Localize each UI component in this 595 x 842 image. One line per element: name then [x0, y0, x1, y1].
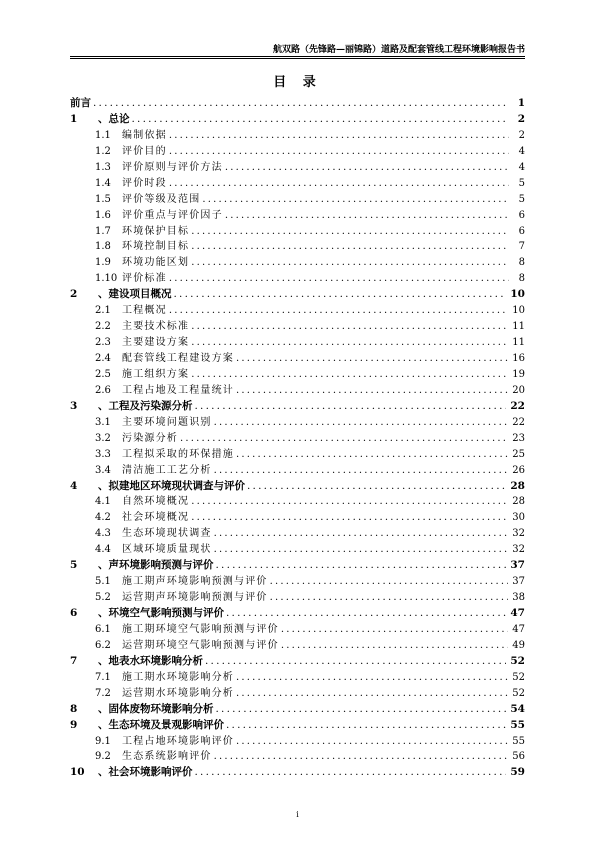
toc-subsection-entry[interactable]	[70, 144, 525, 160]
toc-subsection-entry[interactable]	[70, 734, 525, 750]
toc-entry-label: 、社会环境影响评价	[98, 766, 193, 779]
toc-dot-leader	[202, 192, 509, 208]
toc-dot-leader	[169, 176, 509, 192]
toc-dot-leader	[225, 208, 509, 224]
toc-entry-label: 主要建设方案	[122, 337, 190, 349]
toc-entry-label: 、声环境影响预测与评价	[98, 559, 214, 572]
toc-entry-page: 59	[510, 766, 525, 779]
document-header: 航双路（先锋路—丽锦路）道路及配套管线工程环境影响报告书	[272, 45, 525, 55]
toc-entry-number: 8	[70, 702, 78, 715]
toc-entry-number: 10	[70, 766, 85, 779]
toc-subsection-entry[interactable]	[70, 463, 525, 479]
toc-dot-leader	[205, 654, 506, 670]
toc-entry-number: 1.9	[95, 257, 111, 269]
toc-entry-label: 评价目的	[122, 145, 167, 157]
toc-entry-number: 2.4	[95, 353, 111, 364]
toc-entry-label: 工程占地及工程量统计	[122, 384, 234, 396]
toc-entry-label: 评价等级及范围	[122, 193, 201, 205]
toc-chapter-entry[interactable]	[70, 112, 525, 128]
toc-dot-leader	[270, 574, 509, 590]
toc-entry-page: 4	[518, 145, 525, 157]
toc-subsection-entry[interactable]	[70, 590, 525, 606]
toc-entry-label: 运营期环境空气影响预测与评价	[122, 639, 279, 651]
toc-entry-label: 工程拟采取的环保措施	[122, 448, 234, 460]
toc-dot-leader	[191, 367, 508, 383]
toc-subsection-entry[interactable]	[70, 351, 525, 367]
toc-dot-leader	[281, 638, 508, 654]
toc-subsection-entry[interactable]	[70, 510, 525, 526]
toc-entry-label: 清洁施工工艺分析	[122, 464, 212, 476]
toc-dot-leader	[191, 319, 508, 335]
toc-dot-leader	[180, 431, 508, 447]
toc-dot-leader	[214, 415, 509, 431]
toc-entry-page: 11	[512, 337, 525, 349]
toc-subsection-entry[interactable]	[70, 542, 525, 558]
toc-entry-page: 32	[512, 528, 525, 540]
toc-entry-number: 2.1	[95, 305, 111, 317]
toc-dot-leader	[214, 526, 509, 542]
toc-entry-number: 7.1	[95, 671, 111, 683]
toc-entry-number: 3.2	[95, 432, 111, 444]
toc-dot-leader	[169, 128, 509, 144]
toc-entry-page: 5	[518, 177, 525, 189]
toc-entry-number: 9	[70, 718, 78, 731]
toc-dot-leader	[191, 239, 509, 255]
toc-entry-number: 3.1	[95, 416, 111, 428]
toc-entry-label: 评价时段	[122, 177, 167, 189]
toc-entry-page: 1	[517, 97, 525, 109]
toc-entry-number: 9.2	[95, 751, 111, 763]
toc-dot-leader	[132, 112, 510, 128]
toc-dot-leader	[174, 287, 507, 303]
toc-entry-page: 28	[512, 496, 525, 508]
toc-entry-page: 22	[510, 399, 525, 412]
toc-dot-leader	[236, 383, 508, 399]
toc-entry-label: 评价重点与评价因子	[122, 209, 223, 221]
toc-dot-leader	[236, 447, 508, 463]
toc-entry-number: 2.5	[95, 368, 111, 380]
toc-subsection-entry[interactable]	[70, 335, 525, 351]
toc-dot-leader	[191, 224, 509, 240]
toc-entry-label: 、生态环境及景观影响评价	[98, 718, 224, 731]
toc-dot-leader	[169, 271, 509, 287]
toc-entry-label: 环境功能区划	[122, 257, 190, 269]
toc-subsection-entry[interactable]	[70, 749, 525, 765]
toc-entry-page: 47	[510, 607, 525, 619]
toc-dot-leader	[226, 606, 506, 622]
toc-entry-page: 6	[518, 209, 525, 221]
toc-dot-leader	[214, 749, 509, 765]
toc-entry-number: 3.4	[95, 464, 111, 476]
toc-entry-page: 4	[518, 161, 525, 173]
toc-entry-number: 5.2	[95, 592, 111, 604]
header-rule	[70, 56, 525, 59]
toc-entry-number: 7	[70, 654, 78, 667]
toc-entry-label: 、拟建地区环境现状调查与评价	[98, 479, 245, 492]
toc-subsection-entry[interactable]	[70, 431, 525, 447]
toc-chapter-entry[interactable]	[70, 558, 525, 574]
toc-dot-leader	[247, 479, 506, 495]
toc-entry-number: 4.3	[95, 528, 111, 540]
toc-dot-leader	[191, 255, 509, 271]
toc-entry-label: 自然环境概况	[122, 496, 190, 508]
toc-entry-number: 4	[70, 479, 78, 492]
toc-dot-leader	[195, 765, 507, 781]
page-number: i	[296, 810, 299, 819]
toc-entry-page: 22	[512, 416, 525, 428]
toc-entry-page: 47	[512, 623, 525, 635]
toc-entry-number: 1.7	[95, 225, 111, 237]
toc-subsection-entry[interactable]	[70, 271, 525, 287]
toc-chapter-entry[interactable]	[70, 702, 525, 718]
toc-chapter-entry[interactable]	[70, 399, 525, 415]
toc-dot-leader	[191, 510, 508, 526]
toc-entry-label: 、工程及污染源分析	[98, 399, 193, 412]
toc-entry-page: 30	[512, 512, 525, 524]
toc-chapter-entry[interactable]	[70, 287, 525, 303]
toc-entry-page: 55	[510, 718, 525, 731]
toc-subsection-entry[interactable]	[70, 622, 525, 638]
toc-entry-label: 评价标准	[122, 273, 167, 285]
toc-entry-label: 环境保护目标	[122, 225, 190, 237]
toc-dot-leader	[191, 494, 508, 510]
toc-entry-label: 编制依据	[122, 129, 167, 141]
toc-entry-page: 19	[512, 368, 525, 380]
toc-subsection-entry[interactable]	[70, 224, 525, 240]
toc-entry-label: 主要环境问题识别	[122, 416, 212, 428]
toc-entry-number: 7.2	[95, 687, 111, 699]
toc-dot-leader	[169, 303, 508, 319]
toc-entry-label: 、总论	[98, 112, 130, 125]
toc-subsection-entry[interactable]	[70, 383, 525, 399]
toc-entry-label: 施工期水环境影响分析	[122, 671, 234, 683]
toc-entry-page: 28	[510, 479, 525, 492]
toc-entry-page: 52	[512, 687, 525, 699]
toc-entry-number: 3	[70, 399, 78, 412]
toc-entry-page: 16	[512, 353, 525, 364]
toc-entry-label: 运营期声环境影响预测与评价	[122, 592, 268, 604]
toc-entry-number: 3.3	[95, 448, 111, 460]
toc-entry-label: 生态系统影响评价	[122, 751, 212, 763]
toc-entry-label: 评价原则与评价方法	[122, 161, 223, 173]
toc-entry-page: 32	[512, 544, 525, 556]
toc-entry-label: 区域环境质量现状	[122, 544, 212, 556]
toc-entry-label: 环境控制目标	[122, 241, 190, 253]
toc-entry-page: 7	[518, 241, 525, 253]
toc-entry-number: 1	[70, 112, 78, 125]
toc-subsection-entry[interactable]	[70, 574, 525, 590]
toc-entry-page: 5	[518, 193, 525, 205]
toc-dot-leader	[226, 718, 506, 734]
toc-subsection-entry[interactable]	[70, 367, 525, 383]
toc-entry-label: 、地表水环境影响分析	[98, 654, 203, 667]
toc-dot-leader	[216, 702, 507, 718]
toc-entry-number: 2.6	[95, 384, 111, 396]
toc-entry-number: 1.3	[95, 161, 111, 173]
toc-entry-label: 污染源分析	[122, 432, 178, 444]
toc-entry-page: 2	[517, 112, 525, 125]
toc-entry-label: 工程占地环境影响评价	[122, 735, 234, 747]
toc-entry-number: 2.3	[95, 337, 111, 349]
toc-chapter-entry[interactable]	[70, 654, 525, 670]
toc-dot-leader	[214, 463, 509, 479]
toc-subsection-entry[interactable]	[70, 255, 525, 271]
toc-dot-leader	[236, 670, 508, 686]
toc-subsection-entry[interactable]	[70, 670, 525, 686]
toc-chapter-entry[interactable]	[70, 96, 525, 112]
toc-entry-number: 1.4	[95, 177, 111, 189]
toc-dot-leader	[214, 542, 509, 558]
toc-subsection-entry[interactable]	[70, 494, 525, 510]
toc-subsection-entry[interactable]	[70, 415, 525, 431]
toc-entry-page: 8	[518, 257, 525, 269]
toc-entry-page: 55	[512, 735, 525, 747]
toc-dot-leader	[281, 622, 508, 638]
toc-entry-page: 49	[512, 639, 525, 651]
table-of-contents	[70, 96, 525, 781]
toc-entry-page: 20	[512, 384, 525, 396]
toc-entry-number: 1.10	[95, 273, 118, 285]
toc-entry-label: 配套管线工程建设方案	[122, 353, 234, 364]
toc-subsection-entry[interactable]	[70, 638, 525, 654]
toc-dot-leader	[169, 144, 509, 160]
toc-entry-page: 37	[512, 576, 525, 588]
toc-dot-leader	[236, 686, 508, 702]
toc-entry-number: 1.5	[95, 193, 111, 205]
toc-entry-number: 4.1	[95, 496, 111, 508]
toc-entry-number: 2	[70, 288, 78, 301]
toc-entry-page: 25	[512, 448, 525, 460]
toc-entry-page: 26	[512, 464, 525, 476]
toc-dot-leader	[236, 351, 508, 367]
toc-entry-number: 1.1	[95, 129, 111, 141]
toc-entry-page: 11	[512, 321, 525, 333]
toc-entry-number: 2.2	[95, 321, 111, 333]
toc-entry-label: 生态环境现状调查	[122, 528, 212, 540]
toc-entry-number: 6	[70, 607, 78, 619]
toc-entry-label: 工程概况	[122, 305, 167, 317]
toc-entry-label: 、固体废物环境影响分析	[98, 702, 214, 715]
toc-entry-page: 56	[512, 751, 525, 763]
toc-subsection-entry[interactable]	[70, 176, 525, 192]
toc-entry-number: 9.1	[95, 735, 111, 747]
toc-subsection-entry[interactable]	[70, 160, 525, 176]
toc-entry-label: 施工期环境空气影响预测与评价	[122, 623, 279, 635]
toc-entry-number: 6.2	[95, 639, 111, 651]
toc-entry-page: 10	[510, 288, 525, 301]
toc-dot-leader	[225, 160, 509, 176]
toc-entry-number: 5.1	[95, 576, 111, 588]
toc-entry-label: 社会环境概况	[122, 512, 190, 524]
toc-dot-leader	[270, 590, 509, 606]
toc-entry-page: 52	[512, 671, 525, 683]
toc-chapter-entry[interactable]	[70, 606, 525, 622]
toc-chapter-entry[interactable]	[70, 718, 525, 734]
toc-subsection-entry[interactable]	[70, 208, 525, 224]
toc-chapter-entry[interactable]	[70, 479, 525, 495]
toc-entry-number: 5	[70, 559, 78, 572]
toc-subsection-entry[interactable]	[70, 192, 525, 208]
toc-subsection-entry[interactable]	[70, 319, 525, 335]
toc-entry-label: 、环境空气影响预测与评价	[98, 607, 224, 619]
toc-entry-label: 施工组织方案	[122, 368, 190, 380]
toc-entry-page: 23	[512, 432, 525, 444]
toc-entry-number: 1.8	[95, 241, 111, 253]
toc-subsection-entry[interactable]	[70, 239, 525, 255]
toc-entry-label: 、建设项目概况	[98, 288, 172, 301]
toc-entry-page: 38	[512, 592, 525, 604]
toc-title: 目 录	[273, 75, 322, 90]
toc-dot-leader	[93, 96, 509, 112]
toc-chapter-entry[interactable]	[70, 765, 525, 781]
toc-entry-page: 10	[512, 305, 525, 317]
toc-entry-number: 4.4	[95, 544, 111, 556]
toc-entry-label: 主要技术标准	[122, 321, 190, 333]
toc-entry-label: 施工期声环境影响预测与评价	[122, 576, 268, 588]
toc-dot-leader	[236, 734, 508, 750]
toc-entry-number: 6.1	[95, 623, 111, 635]
toc-dot-leader	[195, 399, 507, 415]
toc-entry-page: 8	[518, 273, 525, 285]
toc-entry-number: 4.2	[95, 512, 111, 524]
toc-entry-number: 1.2	[95, 145, 111, 157]
toc-entry-page: 52	[510, 654, 525, 667]
toc-subsection-entry[interactable]	[70, 303, 525, 319]
toc-entry-page: 37	[510, 559, 525, 572]
toc-entry-page: 6	[518, 225, 525, 237]
toc-entry-page: 54	[510, 702, 525, 715]
toc-dot-leader	[191, 335, 508, 351]
toc-entry-label: 前言	[70, 97, 91, 109]
toc-subsection-entry[interactable]	[70, 128, 525, 144]
toc-subsection-entry[interactable]	[70, 686, 525, 702]
toc-entry-label: 运营期水环境影响分析	[122, 687, 234, 699]
toc-entry-number: 1.6	[95, 209, 111, 221]
toc-dot-leader	[216, 558, 507, 574]
toc-subsection-entry[interactable]	[70, 526, 525, 542]
toc-subsection-entry[interactable]	[70, 447, 525, 463]
toc-entry-page: 2	[518, 129, 525, 141]
